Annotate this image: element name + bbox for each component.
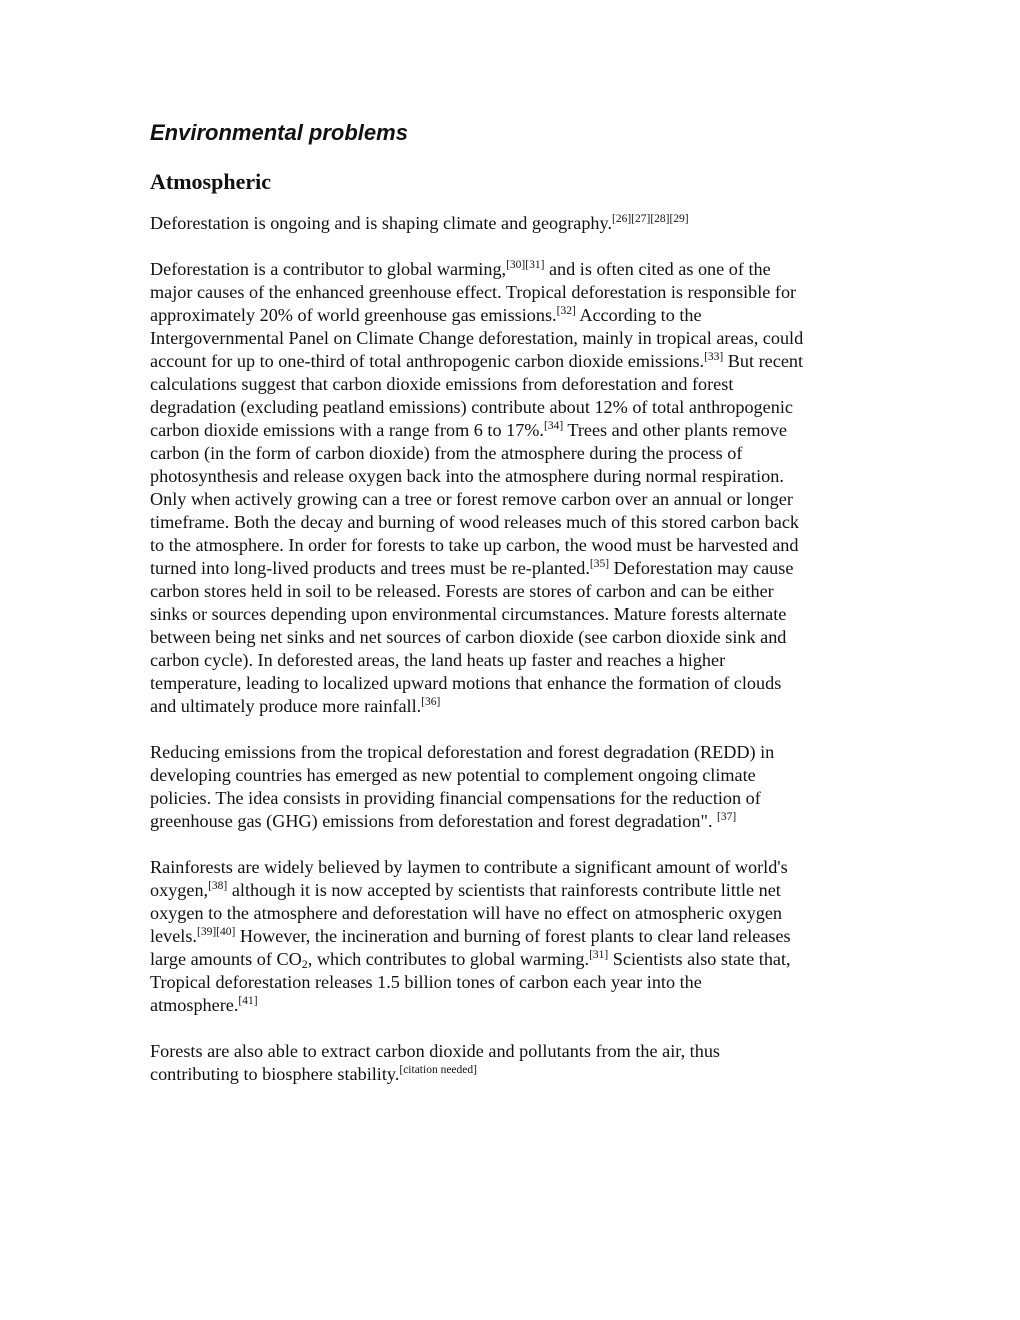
text-line: approximately 20% of world greenhouse gas emissions. <box>150 305 557 325</box>
text-line: although it is now accepted by scientists that rainforests contribute little net <box>227 880 781 900</box>
text-line: major causes of the enhanced greenhouse effect. Tropical deforestation is responsible for <box>150 282 797 302</box>
text-line: sinks or sources depending upon environmental circumstances. Mature forests alternate <box>150 604 787 624</box>
paragraph-4 <box>150 856 880 1017</box>
text-line: photosynthesis and release oxygen back into the atmosphere during normal respiration. <box>150 466 784 486</box>
text-line: account for up to one-third of total anthropogenic carbon dioxide emissions. <box>150 351 705 371</box>
citation-link[interactable]: [32] <box>556 305 576 317</box>
text-line: Deforestation is a contributor to global warming, <box>150 259 507 279</box>
text-line: calculations suggest that carbon dioxide emissions from deforestation and forest <box>150 374 734 394</box>
text-line: Deforestation is ongoing and is shaping climate and geography. <box>150 213 612 233</box>
text-line: , which contributes to global warming. <box>307 949 590 969</box>
paragraph-5 <box>150 1040 880 1086</box>
subsection-heading: Atmospheric <box>150 169 271 194</box>
document-page <box>150 118 880 1109</box>
text-line: to the atmosphere. In order for forests to take up carbon, the wood must be harvested and <box>150 535 799 555</box>
text-line: Trees and other plants remove <box>563 420 787 440</box>
citation-link[interactable]: [35] <box>589 558 610 570</box>
text-line: Reducing emissions from the tropical deforestation and forest degradation (REDD) in <box>150 742 775 762</box>
text-line: Deforestation may cause <box>609 558 794 578</box>
citation-link[interactable]: [39][40] <box>196 926 236 938</box>
text-line: between being net sinks and net sources of carbon dioxide (see carbon dioxide sink and <box>150 627 787 647</box>
section-heading: Environmental problems <box>150 120 408 145</box>
paragraph-2 <box>150 258 880 718</box>
text-line: contributing to biosphere stability. <box>150 1064 400 1084</box>
text-line: levels. <box>150 926 197 946</box>
text-line: policies. The idea consists in providing financial compensations for the reduction of <box>150 788 761 808</box>
text-line: Tropical deforestation releases 1.5 billion tones of carbon each year into the <box>150 972 702 992</box>
citation-link[interactable]: [36] <box>421 696 441 708</box>
text-line: However, the incineration and burning of forest plants to clear land releases <box>235 926 791 946</box>
text-line: carbon dioxide emissions with a range from 6 to 17%. <box>150 420 544 440</box>
text-line: Intergovernmental Panel on Climate Change deforestation, mainly in tropical areas, could <box>150 328 804 348</box>
citation-link[interactable]: [37] <box>717 811 737 823</box>
paragraph-1 <box>150 212 880 235</box>
text-line: temperature, leading to localized upward motions that enhance the formation of clouds <box>150 673 782 693</box>
text-line: atmosphere. <box>150 995 239 1015</box>
text-line: turned into long-lived products and trees must be re-planted. <box>150 558 590 578</box>
citation-link[interactable]: [30][31] <box>506 259 545 271</box>
citation-link[interactable]: [34] <box>543 420 564 432</box>
text-line: Rainforests are widely believed by laymen to contribute a significant amount of world's <box>150 857 788 877</box>
text-line: timeframe. Both the decay and burning of wood releases much of this stored carbon back <box>150 512 799 532</box>
citation-link[interactable]: [33] <box>704 351 724 363</box>
citation-link[interactable]: [38] <box>208 880 228 892</box>
text-line: Scientists also state that, <box>608 949 791 969</box>
citation-link[interactable]: [31] <box>589 949 609 961</box>
citation-link[interactable]: [citation needed] <box>399 1064 477 1076</box>
text-line: carbon (in the form of carbon dioxide) from the atmosphere during the process of <box>150 443 743 463</box>
text-line: But recent <box>723 351 804 371</box>
text-line: and ultimately produce more rainfall. <box>150 696 422 716</box>
text-line: oxygen to the atmosphere and deforestation will have no effect on atmospheric oxygen <box>150 903 782 923</box>
text-line: carbon cycle). In deforested areas, the land heats up faster and reaches a higher <box>150 650 726 670</box>
text-line: degradation (excluding peatland emissions) contribute about 12% of total anthropogenic <box>150 397 793 417</box>
paragraph-3 <box>150 741 880 833</box>
text-line: greenhouse gas (GHG) emissions from deforestation and forest degradation". <box>150 811 713 831</box>
subscript: 2 <box>301 957 308 971</box>
text-line: developing countries has emerged as new potential to complement ongoing climate <box>150 765 756 785</box>
text-line: carbon stores held in soil to be released. Forests are stores of carbon and can be either <box>150 581 774 601</box>
citation-link[interactable]: [26][27][28][29] <box>612 213 689 225</box>
text-line: large amounts of CO <box>150 949 302 969</box>
text-line: Only when actively growing can a tree or forest remove carbon over an annual or longer <box>150 489 793 509</box>
text-line: oxygen, <box>150 880 209 900</box>
text-line: According to the <box>575 305 702 325</box>
text-line: and is often cited as one of the <box>544 259 771 279</box>
text-line: Forests are also able to extract carbon dioxide and pollutants from the air, thus <box>150 1041 720 1061</box>
citation-link[interactable]: [41] <box>238 995 258 1007</box>
